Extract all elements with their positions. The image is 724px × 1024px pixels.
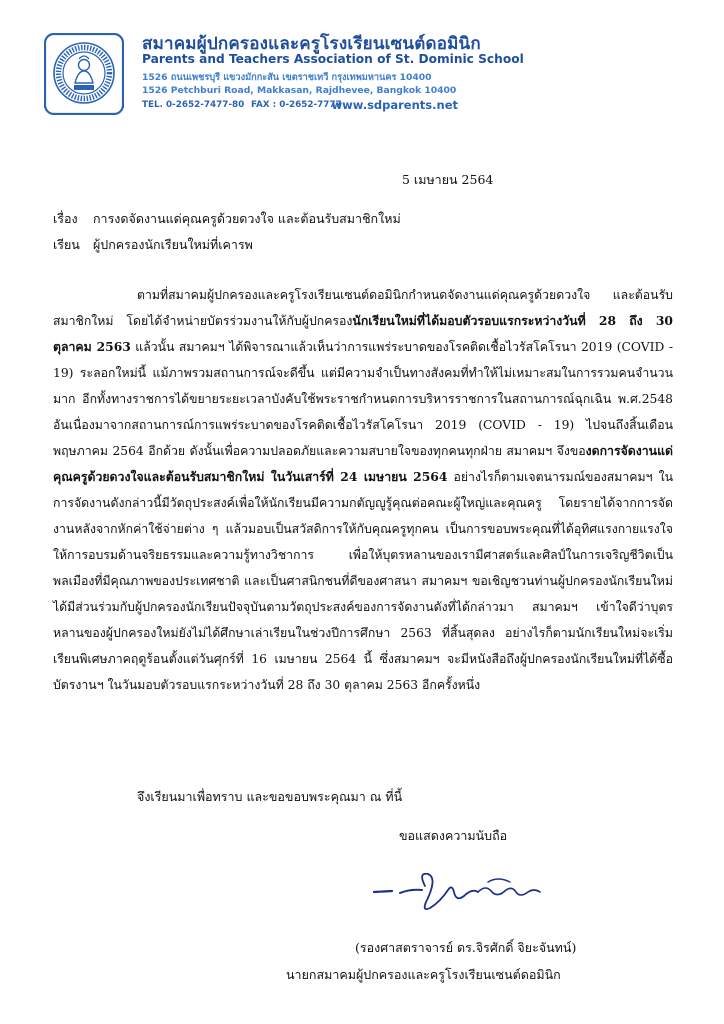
telephone-number: TEL. 0-2652-7477-80 [142, 100, 245, 110]
closing-line: จึงเรียนมาเพื่อทราบ และขอขอบพระคุณมา ณ ที่นี้ [137, 789, 403, 804]
handwritten-signature [370, 862, 560, 920]
body-text-part-1: ตามที่สมาคมผู้ปกครองและครูโรงเรียนเซนต์ดอมินิกกำหนดจัดงานแด่คุณครูด้วยดวงใจ และต้อนรับสมาชิกใหม่ โดยได้จำหน่ายบัตรร่วมงานให้กับผู้ปกครอง [53, 288, 673, 328]
body-text-part-2: แล้วนั้น สมาคมฯ ได้พิจารณาแล้วเห็นว่าการแพร่ระบาดของโรคติดเชื้อไวรัสโคโรนา 2019 (COVID - 19) ระลอกใหม่นี้ แม้ภาพรวมสถานการณ์จะดีขึ้น แต่มีความจำเป็นทางสังคมที่ทำให้ไม่เหมาะสมในการรวมคนจำนวนมาก อีกทั้งทางราชการได้ขยายระยะเวลาบังคับใช้พระราชกำหนดการบริหารราชการในสถานการณ์ฉุกเฉิน พ.ศ.2548 อันเนื่องมาจากสถานการณ์การแพร่ระบาดของโรคติดเชื้อไวรัสโคโรนา 2019 (COVID - 19) ไปจนถึงสิ้นเดือนพฤษภาคม 2564 อีกด้วย ดังนั้นเพื่อความปลอดภัยและความสบายใจของทุกคนทุกฝ่าย สมาคมฯ จึงขอ [53, 340, 674, 458]
subject-label: เรื่อง [53, 211, 78, 226]
signer-name: (รองศาสตราจารย์ ดร.จิรศักดิ์ จิยะจันทน์) [355, 940, 577, 955]
recipient-text: ผู้ปกครองนักเรียนใหม่ที่เคารพ [92, 237, 253, 252]
body-bold-cancellation: งดการจัดงานแด่คุณครูด้วยดวงใจและต้อนรับสมาชิกใหม่ ในวันเสาร์ที่ 24 เมษายน 2564 [53, 443, 673, 484]
subject-text: การงดจัดงานแด่คุณครูด้วยดวงใจ และต้อนรับสมาชิกใหม่ [92, 211, 401, 226]
org-name-english: Parents and Teachers Association of St. Dominic School [142, 52, 524, 66]
body-bold-new-students: นักเรียนใหม่ที่ได้มอบตัวรอบแรกระหว่างวันที่ 28 ถึง 30 ตุลาคม 2563 [53, 313, 673, 354]
contact-line [142, 99, 458, 113]
body-text-part-3: อย่างไรก็ตามเจตนารมณ์ของสมาคมฯ ในการจัดงานดังกล่าวนี้มีวัตถุประสงค์เพื่อให้นักเรียนมีความกตัญญูรู้คุณต่อคณะผู้ใหญ่และคุณครู โดยรายได้จากการจัดงานหลังจากหักค่าใช้จ่ายต่าง ๆ แล้วมอบเป็นสวัสดิการให้กับคุณครูทุกคน เป็นการขอบพระคุณที่ได้อุทิศแรงกายแรงใจให้การอบรมด้านจริยธรรมและความรู้ทางวิชาการ เพื่อให้บุตรหลานของเรามีศาสตร์และศิลป์ในการเจริญชีวิตเป็นพลเมืองที่มีคุณภาพของประเทศชาติ และเป็นศาสนิกชนที่ดีของศาสนา สมาคมฯ ขอเชิญชวนท่านผู้ปกครองนักเรียนใหม่ได้มีส่วนร่วมกับผู้ปกครองนักเรียนปัจจุบันตามวัตถุประสงค์ของการจัดงานดังที่ได้กล่าวมา สมาคมฯ เข้าใจดีว่าบุตรหลานของผู้ปกครองใหม่ยังไม่ได้ศึกษาเล่าเรียนในช่วงปีการศึกษา 2563 ที่สิ้นสุดลง อย่างไรก็ตามนักเรียนใหม่จะเริ่มเรียนพิเศษภาคฤดูร้อนตั้งแต่วันศุกร์ที่ 16 เมษายน 2564 นี้ ซึ่งสมาคมฯ จะมีหนังสือถึงผู้ปกครองนักเรียนใหม่ที่ได้ซื้อบัตรงานฯ ในวันมอบตัวรอบแรกระหว่างวันที่ 28 ถึง 30 ตุลาคม 2563 อีกครั้งหนึ่ง [53, 470, 673, 692]
subject-line [53, 209, 401, 229]
letter-date: 5 เมษายน 2564 [402, 172, 494, 187]
fax-number: FAX : 0-2652-7777 [251, 100, 342, 110]
signer-title: นายกสมาคมผู้ปกครองและครูโรงเรียนเซนต์ดอมินิก [286, 967, 561, 982]
address-english: 1526 Petchburi Road, Makkasan, Rajdhevee, Bangkok 10400 [142, 85, 457, 96]
regards-line: ขอแสดงความนับถือ [399, 828, 508, 843]
address-thai: 1526 ถนนเพชรบุรี แขวงมักกะสัน เขตราชเทวี กรุงเทพมหานคร 10400 [142, 72, 432, 83]
association-seal-logo [44, 33, 124, 115]
recipient-label: เรียน [53, 237, 80, 252]
org-name-thai: สมาคมผู้ปกครองและครูโรงเรียนเซนต์ดอมินิก [142, 34, 481, 54]
website-link[interactable]: www.sdparents.net [331, 98, 458, 112]
letter-body [53, 282, 673, 698]
recipient-line [53, 235, 253, 255]
